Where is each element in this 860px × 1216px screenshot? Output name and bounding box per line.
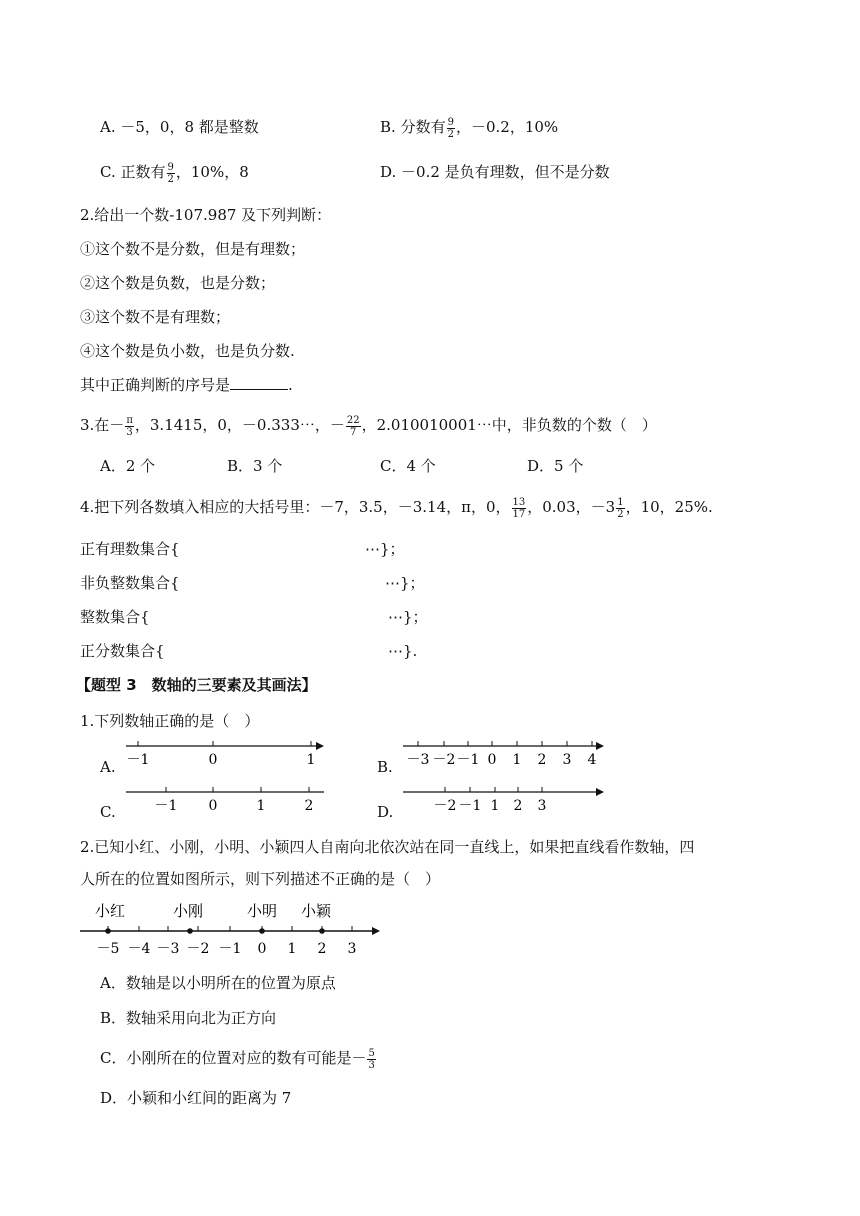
q2-item-3: ③这个数不是有理数； [80, 308, 231, 326]
set-nonneg-integer-label: 非负整数集合{ [80, 574, 180, 592]
q3-text: ，2.010010001⋯中，非负数的个数（ ） [361, 416, 657, 434]
tick-label: 1 [490, 798, 500, 814]
q2-item-4: ④这个数是负小数，也是负分数. [80, 342, 295, 360]
fraction-numerator: 13 [512, 496, 526, 508]
fraction-numerator: 5 [368, 1047, 375, 1059]
option-text: －5，0，8 都是整数 [120, 118, 259, 136]
set-positive-rational-label: 正有理数集合{ [80, 540, 180, 558]
fraction-numerator: 22 [346, 414, 360, 426]
q2-item-2: ②这个数是负数，也是分数； [80, 274, 276, 292]
fraction-numerator: 1 [617, 496, 624, 508]
tick-label: 0 [208, 752, 218, 768]
q4-text: 4.把下列各数填入相应的大括号里：－7，3.5，－3.14，π，0， [80, 498, 511, 516]
option-text: C．小刚所在的位置对应的数有可能是－ [100, 1049, 367, 1067]
option-b [380, 116, 558, 140]
axis-arrow [316, 742, 324, 750]
q2-item-1: ①这个数不是分数，但是有理数； [80, 240, 306, 258]
name-xiaoming: 小明 [246, 902, 278, 920]
q3-option-d: D．5 个 [527, 457, 584, 475]
s3-q2-option-a: A．数轴是以小明所在的位置为原点 [100, 974, 336, 992]
fraction [512, 497, 527, 520]
option-letter: A. [100, 118, 116, 136]
tick-label: 3 [347, 941, 357, 957]
fraction [167, 162, 175, 185]
numline-b [403, 741, 604, 768]
tick-label: 2 [317, 941, 327, 957]
q3-stem [80, 414, 657, 438]
axis-arrow [372, 927, 380, 935]
q3-text: ，3.1415，0，－0.333⋯，－ [134, 416, 345, 434]
q4-text: ，0.03，－3 [527, 498, 616, 516]
q2-stem: 2.给出一个数-107.987 及下列判断： [80, 206, 332, 224]
tick-label: －3 [406, 752, 430, 768]
s3-q2-option-c [100, 1047, 377, 1071]
tick-label: －2 [433, 798, 457, 814]
tick-label: －3 [156, 941, 180, 957]
tick-label: 4 [587, 752, 597, 768]
fraction [125, 415, 134, 438]
tick-label: －1 [218, 941, 242, 957]
tick-label: 1 [256, 798, 266, 814]
tick-label: －2 [186, 941, 210, 957]
tick-label: 1 [512, 752, 522, 768]
tick-label: 0 [208, 798, 218, 814]
tick-label: 1 [306, 752, 316, 768]
point-xiaogang [187, 928, 193, 934]
fraction-denominator: 2 [167, 173, 174, 185]
q2-ask-text: 其中正确判断的序号是 [80, 376, 231, 394]
q3-option-a: A．2 个 [100, 457, 156, 475]
set-nonneg-integer-end: ⋯}； [385, 574, 425, 592]
numline-d [403, 787, 604, 814]
option-a [100, 116, 259, 138]
tick-label: 2 [537, 752, 547, 768]
name-xiaohong: 小红 [94, 902, 126, 920]
tick-label: －2 [432, 752, 456, 768]
fraction-denominator: 2 [447, 128, 454, 140]
option-text: 正数有 [120, 163, 166, 181]
numline-people [80, 902, 380, 957]
q3-text: 3.在－ [80, 416, 125, 434]
set-integer-end: ⋯}； [388, 608, 428, 626]
tick-label: 0 [487, 752, 497, 768]
tick-label: －1 [154, 798, 178, 814]
option-letter: D. [380, 163, 397, 181]
q2-ask-end: . [288, 376, 293, 394]
q2-ask [80, 374, 293, 396]
set-positive-fraction-end: ⋯}. [388, 642, 418, 660]
tick-label: 2 [513, 798, 523, 814]
name-xiaoying: 小颖 [300, 902, 332, 920]
numline-option-d-letter: D. [377, 803, 394, 821]
option-d [380, 161, 610, 183]
fraction [616, 497, 624, 520]
fraction [346, 415, 361, 438]
point-xiaoying [319, 928, 325, 934]
name-xiaogang: 小刚 [172, 902, 204, 920]
tick-label: －1 [126, 752, 150, 768]
tick-label: －5 [96, 941, 120, 957]
fraction-denominator: 2 [617, 508, 624, 520]
s3-q2-stem-line2: 人所在的位置如图所示，则下列描述不正确的是（ ） [80, 870, 441, 888]
numline-option-c-letter: C. [100, 803, 116, 821]
option-text: 分数有 [400, 118, 446, 136]
axis-arrow [596, 788, 604, 796]
numline-a [126, 741, 324, 768]
fraction [367, 1048, 375, 1071]
point-xiaohong [105, 928, 111, 934]
set-positive-rational-end: ⋯}； [365, 540, 405, 558]
option-text: －0.2 是负有理数，但不是分数 [401, 163, 610, 181]
s3-q2-option-b: B．数轴采用向北为正方向 [100, 1009, 277, 1027]
tick-label: 0 [257, 941, 267, 957]
q4-text: ，10，25%. [625, 498, 713, 516]
s3-q2-stem-line1: 2.已知小红、小刚，小明、小颖四人自南向北依次站在同一直线上，如果把直线看作数轴，四 [80, 838, 695, 856]
option-letter: B. [380, 118, 396, 136]
axis-arrow [596, 742, 604, 750]
section-title: 【题型 3 数轴的三要素及其画法】 [76, 676, 317, 694]
fraction-denominator: 3 [126, 426, 133, 438]
tick-label: －1 [456, 752, 480, 768]
tick-label: 1 [287, 941, 297, 957]
fraction-numerator: 9 [447, 116, 454, 128]
fraction-denominator: 17 [512, 508, 526, 520]
tick-label: 3 [537, 798, 547, 814]
tick-label: －4 [127, 941, 151, 957]
answer-blank[interactable] [230, 375, 288, 390]
point-xiaoming [259, 928, 265, 934]
fraction-denominator: 7 [350, 426, 357, 438]
fraction-numerator: 9 [167, 161, 174, 173]
q3-option-c: C．4 个 [380, 457, 436, 475]
option-text: ，10%，8 [175, 163, 249, 181]
numline-option-a-letter: A. [100, 758, 116, 776]
tick-label: 2 [304, 798, 314, 814]
q4-stem [80, 496, 713, 520]
q3-option-b: B．3 个 [227, 457, 283, 475]
fraction-denominator: 3 [368, 1059, 375, 1071]
tick-label: 3 [562, 752, 572, 768]
numline-option-b-letter: B. [377, 758, 393, 776]
numline-c [126, 787, 324, 814]
option-letter: C. [100, 163, 116, 181]
fraction-numerator: π [126, 414, 133, 426]
s3-q2-option-d: D．小颖和小红间的距离为 7 [100, 1089, 292, 1107]
fraction [447, 117, 455, 140]
option-text: ，－0.2，10% [455, 118, 559, 136]
option-c [100, 161, 249, 185]
set-positive-fraction-label: 正分数集合{ [80, 642, 165, 660]
s3-q1-stem: 1.下列数轴正确的是（ ） [80, 712, 260, 730]
tick-label: －1 [458, 798, 482, 814]
set-integer-label: 整数集合{ [80, 608, 150, 626]
